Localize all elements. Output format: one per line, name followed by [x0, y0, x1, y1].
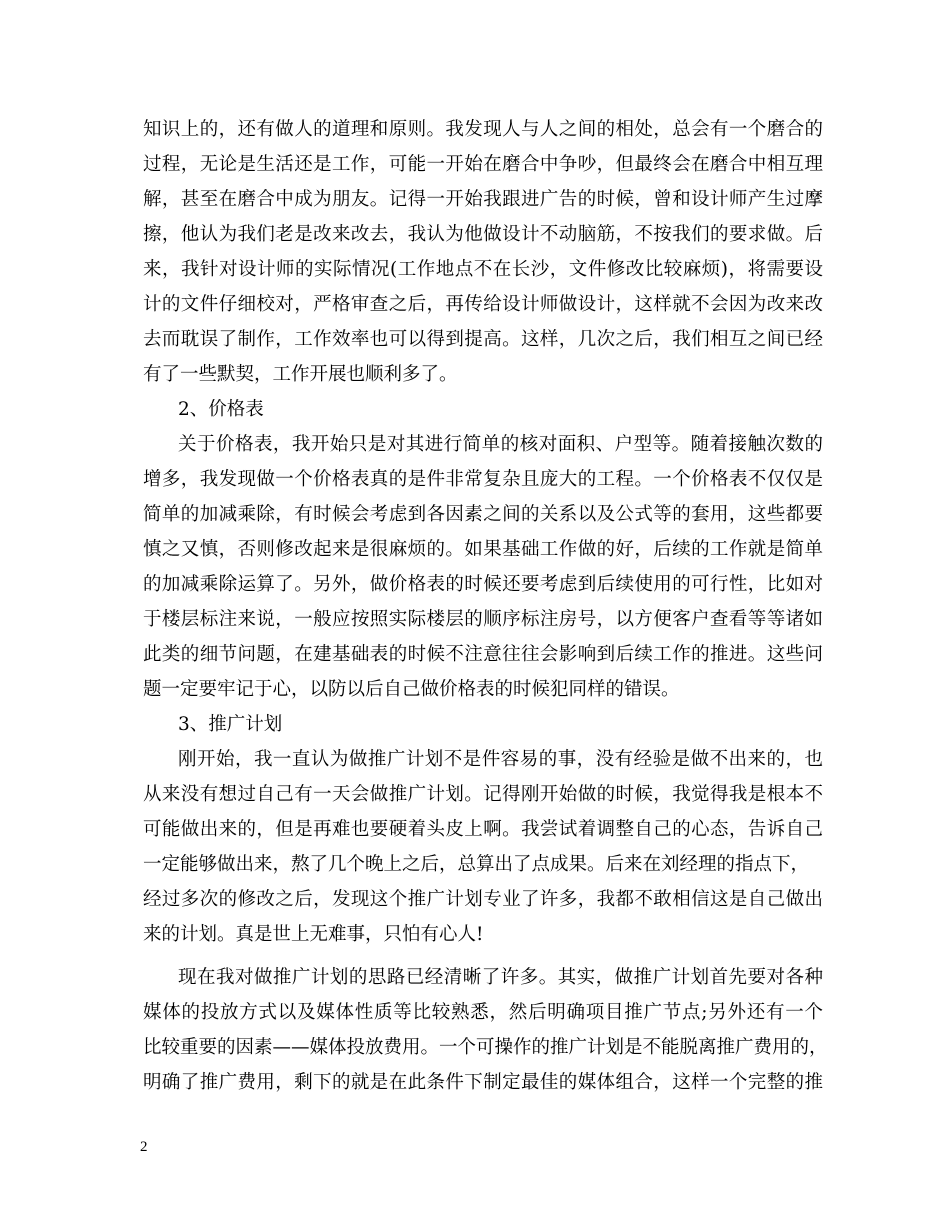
body-text — [143, 112, 828, 1100]
text-line: 计的文件仔细校对，严格审查之后，再传给设计师做设计，这样就不会因为改来改 — [143, 294, 823, 315]
text-line: 关于价格表，我开始只是对其进行简单的核对面积、户型等。随着接触次数的 — [178, 434, 823, 455]
text-line: 来的计划。真是世上无难事，只怕有心人! — [143, 924, 484, 945]
text-line: 经过多次的修改之后，发现这个推广计划专业了许多，我都不敢相信这是自己做出 — [143, 889, 823, 910]
text-line: 过程，无论是生活还是工作，可能一开始在磨合中争吵，但最终会在磨合中相互理 — [143, 154, 823, 175]
text-line: 来，我针对设计师的实际情况(工作地点不在长沙，文件修改比较麻烦)，将需要设 — [143, 259, 823, 280]
text-line: 媒体的投放方式以及媒体性质等比较熟悉，然后明确项目推广节点;另外还有一个 — [143, 1002, 823, 1023]
text-line: 刚开始，我一直认为做推广计划不是件容易的事，没有经验是做不出来的，也 — [178, 749, 823, 770]
text-line: 增多，我发现做一个价格表真的是件非常复杂且庞大的工程。一个价格表不仅仅是 — [143, 469, 823, 490]
text-line: 于楼层标注来说，一般应按照实际楼层的顺序标注房号，以方便客户查看等等诸如 — [143, 609, 823, 630]
text-line: 一定能够做出来，熬了几个晚上之后，总算出了点成果。后来在刘经理的指点下， — [143, 854, 810, 875]
text-line: 知识上的，还有做人的道理和原则。我发现人与人之间的相处，总会有一个磨合的 — [143, 119, 823, 140]
text-line: 此类的细节问题，在建基础表的时候不注意往往会影响到后续工作的推进。这些问 — [143, 644, 823, 665]
text-line: 明确了推广费用，剩下的就是在此条件下制定最佳的媒体组合，这样一个完整的推 — [143, 1072, 823, 1093]
text-line: 简单的加减乘除，有时候会考虑到各因素之间的关系以及公式等的套用，这些都要 — [143, 504, 823, 525]
text-line: 去而耽误了制作，工作效率也可以得到提高。这样，几次之后，我们相互之间已经 — [143, 329, 823, 350]
text-line: 擦，他认为我们老是改来改去，我认为他做设计不动脑筋，不按我们的要求做。后 — [143, 224, 823, 245]
text-line: 的加减乘除运算了。另外，做价格表的时候还要考虑到后续使用的可行性，比如对 — [143, 574, 823, 595]
text-line: 比较重要的因素——媒体投放费用。一个可操作的推广计划是不能脱离推广费用的， — [143, 1037, 828, 1058]
text-line: 可能做出来的，但是再难也要硬着头皮上啊。我尝试着调整自己的心态，告诉自己 — [143, 819, 823, 840]
text-line: 题一定要牢记于心，以防以后自己做价格表的时候犯同样的错误。 — [143, 679, 680, 700]
section-heading-promotion-plan: 3、推广计划 — [178, 714, 283, 735]
text-line: 现在我对做推广计划的思路已经清晰了许多。其实，做推广计划首先要对各种 — [178, 967, 823, 988]
text-line: 解，甚至在磨合中成为朋友。记得一开始我跟进广告的时候，曾和设计师产生过摩 — [143, 189, 823, 210]
page-number: 2 — [140, 1139, 148, 1155]
text-line: 从来没有想过自己有一天会做推广计划。记得刚开始做的时候，我觉得我是根本不 — [143, 784, 823, 805]
section-heading-price-table: 2、价格表 — [178, 399, 264, 420]
text-line: 慎之又慎，否则修改起来是很麻烦的。如果基础工作做的好，后续的工作就是简单 — [143, 539, 823, 560]
text-line: 有了一些默契，工作开展也顺利多了。 — [143, 364, 458, 385]
